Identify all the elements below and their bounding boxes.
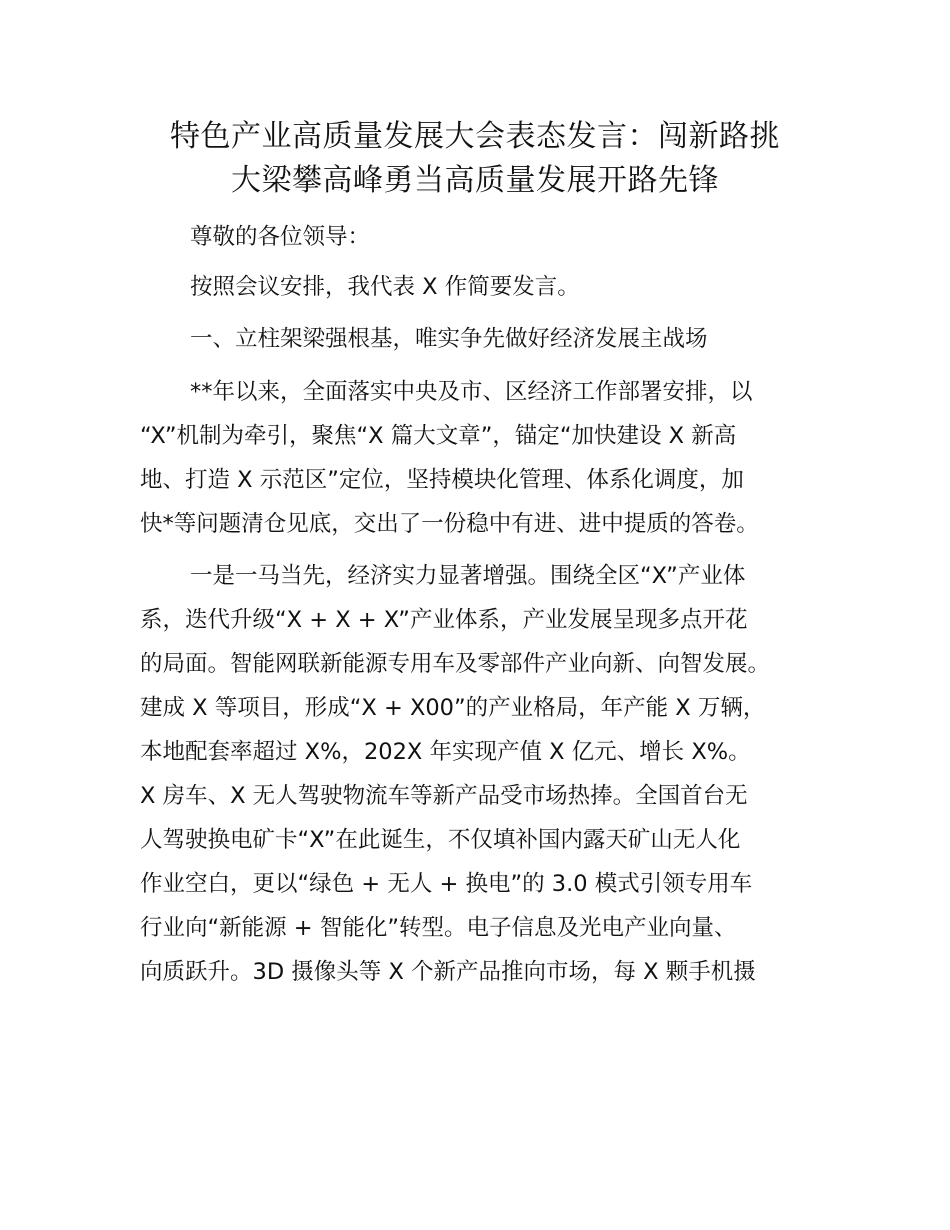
paragraph-2-line: 人驾驶换电矿卡“X”在此诞生，不仅填补国内露天矿山无人化	[140, 827, 741, 853]
paragraph-2-line: 的局面。智能网联新能源专用车及零部件产业向新、向智发展。	[140, 651, 771, 677]
salutation: 尊敬的各位领导：	[190, 224, 371, 250]
paragraph-2-line: 建成 X 等项目，形成“X + X00”的产业格局，年产能 X 万辆，	[140, 695, 766, 721]
paragraph-2-line: 一是一马当先，经济实力显著增强。围绕全区“X”产业体	[190, 563, 746, 589]
paragraph-1-line: **年以来，全面落实中央及市、区经济工作部署安排，以	[190, 379, 753, 405]
paragraph-2-line: 行业向“新能源 + 智能化”转型。电子信息及光电产业向量、	[140, 915, 737, 941]
document-title-line-1: 特色产业高质量发展大会表态发言：闯新路挑	[170, 119, 780, 154]
paragraph-1-line: “X”机制为牵引，聚焦“X 篇大文章”，锚定“加快建设 X 新高	[140, 423, 737, 449]
paragraph-2-line: 本地配套率超过 X%，202X 年实现产值 X 亿元、增长 X%。	[140, 739, 751, 765]
paragraph-2-line: 系，迭代升级“X + X + X”产业体系，产业发展呈现多点开花	[140, 607, 748, 633]
section-heading: 一、立柱架梁强根基，唯实争先做好经济发展主战场	[190, 326, 708, 352]
paragraph-2-line: 向质跃升。3D 摄像头等 X 个新产品推向市场，每 X 颗手机摄	[140, 959, 756, 985]
paragraph-1-line: 地、打造 X 示范区”定位，坚持模块化管理、体系化调度，加	[140, 467, 744, 493]
paragraph-2-line: 作业空白，更以“绿色 + 无人 + 换电”的 3.0 模式引领专用车	[140, 871, 753, 897]
document-title-line-2: 大梁攀高峰勇当高质量发展开路先锋	[231, 163, 719, 198]
paragraph-1-line: 快*等问题清仓见底，交出了一份稳中有进、进中提质的答卷。	[140, 511, 759, 537]
paragraph-2-line: X 房车、X 无人驾驶物流车等新产品受市场热捧。全国首台无	[140, 783, 748, 809]
intro-paragraph: 按照会议安排，我代表 X 作简要发言。	[190, 274, 580, 300]
